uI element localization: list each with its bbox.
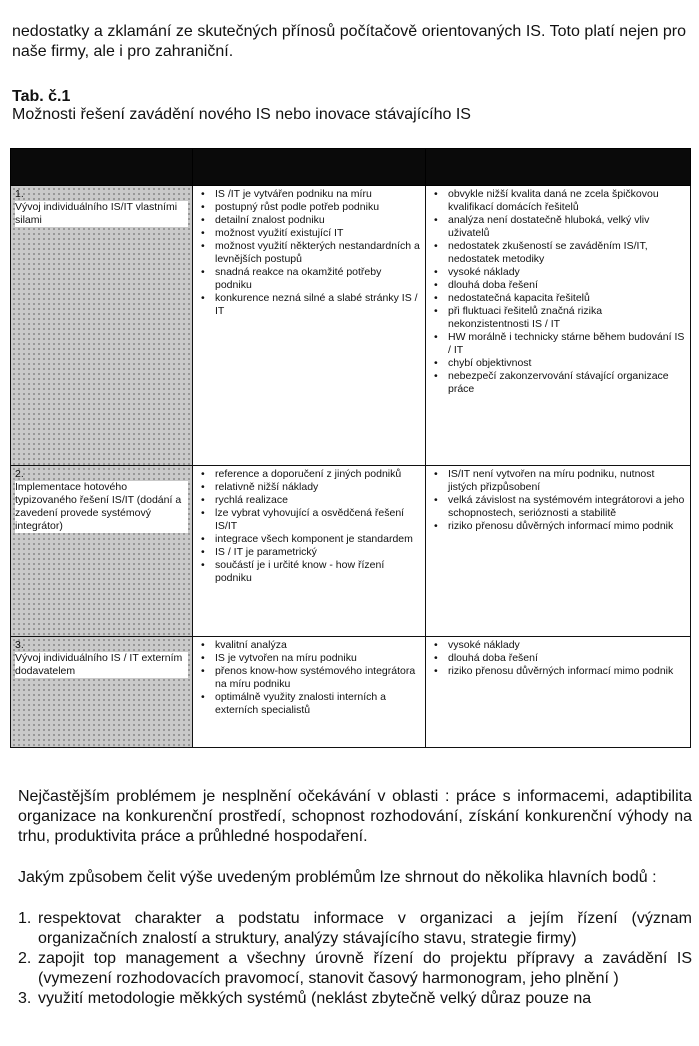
list-item: • při fluktuaci řešitelů značná rizika nekonzistentnosti IS / IT: [448, 305, 686, 331]
table-row: [11, 186, 691, 466]
list-item: • součástí je i určité know - how řízení podniku: [215, 559, 421, 585]
body-paragraph: Jakým způsobem čelit výše uvedeným problémům lze shrnout do několika hlavních bodů :: [18, 869, 657, 886]
list-item: • velká závislost na systémovém integrátorovi a jeho schopnostech, serióznosti a stabilitě: [448, 494, 686, 520]
numbered-list: [18, 909, 692, 1009]
list-item: • rychlá realizace: [215, 494, 421, 507]
list-item: • reference a doporučení z jiných podniků: [215, 468, 421, 481]
option-label: Vývoj individuálního IS/IT vlastními silami: [15, 201, 188, 227]
list-item: • IS / IT je parametrický: [215, 546, 421, 559]
pros-cell: [193, 466, 426, 637]
list-item: • konkurence nezná silné a slabé stránky IS / IT: [215, 292, 421, 318]
list-item: • dlouhá doba řešení: [448, 652, 686, 665]
list-number: 2.: [18, 950, 32, 967]
list-item: • detailní znalost podniku: [215, 214, 421, 227]
list-item: • možnost využití některých nestandardních a levnějších postupů: [215, 240, 421, 266]
list-item: • optimálně využity znalosti interních a externích specialistů: [215, 691, 421, 717]
list-item: • nedostatečná kapacita řešitelů: [448, 292, 686, 305]
option-number: 1.: [15, 188, 24, 200]
list-text: zapojit top management a všechny úrovně řízení do projektu přípravy a zavádění IS (vymezení rozhodovacích pravomocí, stanovit časový harmonogram, jeho plnění ): [38, 950, 692, 987]
list-item: • kvalitní analýza: [215, 639, 421, 652]
list-item: [18, 989, 692, 1009]
table-number: Tab. č.1: [12, 88, 71, 105]
list-item: • postupný růst podle potřeb podniku: [215, 201, 421, 214]
list-text: využití metodologie měkkých systémů (neklást zbytečně velký důraz pouze na: [38, 990, 592, 1007]
list-item: • nebezpečí zakonzervování stávající organizace práce: [448, 370, 686, 396]
list-item: • obvykle nižší kvalita daná ne zcela špičkovou kvalifikací domácích řešitelů: [448, 188, 686, 214]
list-item: • analýza není dostatečně hluboká, velký vliv uživatelů: [448, 214, 686, 240]
list-number: 1.: [18, 910, 32, 927]
table-caption: Možnosti řešení zavádění nového IS nebo inovace stávajícího IS: [12, 106, 471, 123]
pros-cell: [193, 637, 426, 748]
list-item: • HW morálně i technicky stárne během budování IS / IT: [448, 331, 686, 357]
cons-cell: [426, 637, 691, 748]
list-item: • relativně nižší náklady: [215, 481, 421, 494]
option-label: Implementace hotového typizovaného řešení IS/IT (dodání a zavedení provede systémový integrátor): [15, 481, 188, 533]
list-item: • vysoké náklady: [448, 639, 686, 652]
option-number: 2.: [15, 468, 24, 480]
list-item: • riziko přenosu důvěrných informací mimo podnik: [448, 520, 686, 533]
body-paragraph: Nejčastějším problémem je nesplnění očekávání v oblasti : práce s informacemi, adaptibilita organizace na konkurenční prostředí, schopnost rozhodování, získání konkurenční výhody na trhu, produktivita práce a průhledné hospodaření.: [18, 788, 692, 845]
list-item: • možnost využití existující IT: [215, 227, 421, 240]
list-item: [18, 949, 692, 989]
list-item: • dlouhá doba řešení: [448, 279, 686, 292]
pros-cell: [193, 186, 426, 466]
list-item: • integrace všech komponent je standardem: [215, 533, 421, 546]
list-item: [18, 909, 692, 949]
list-item: • nedostatek zkušeností se zaváděním IS/IT, nedostatek metodiky: [448, 240, 686, 266]
list-item: • riziko přenosu důvěrných informací mimo podnik: [448, 665, 686, 678]
list-text: respektovat charakter a podstatu informace v organizaci a jejím řízení (význam organizačních znalostí a struktury, analýzy stávajícího stavu, strategie firmy): [38, 910, 692, 947]
header-cell-3: [426, 149, 691, 186]
option-cell: [11, 466, 193, 637]
option-cell: [11, 186, 193, 466]
cons-cell: [426, 186, 691, 466]
option-label: Vývoj individuálního IS / IT externím dodavatelem: [15, 652, 188, 678]
list-number: 3.: [18, 990, 32, 1007]
header-cell-2: [193, 149, 426, 186]
list-item: • IS je vytvořen na míru podniku: [215, 652, 421, 665]
list-item: • snadná reakce na okamžité potřeby podniku: [215, 266, 421, 292]
header-cell-1: [11, 149, 193, 186]
table-header-row: [11, 149, 691, 186]
list-item: • přenos know-how systémového integrátora na míru podniku: [215, 665, 421, 691]
cons-cell: [426, 466, 691, 637]
table-row: [11, 466, 691, 637]
list-item: • IS/IT není vytvořen na míru podniku, nutnost jistých přizpůsobení: [448, 468, 686, 494]
table-row: [11, 637, 691, 748]
list-item: • IS /IT je vytvářen podniku na míru: [215, 188, 421, 201]
options-table: [10, 148, 691, 748]
list-item: • vysoké náklady: [448, 266, 686, 279]
list-item: • lze vybrat vyhovující a osvědčená řešení IS/IT: [215, 507, 421, 533]
intro-paragraph: nedostatky a zklamání ze skutečných přínosů počítačově orientovaných IS. Toto platí nejen pro naše firmy, ale i pro zahraniční.: [12, 23, 686, 60]
option-number: 3.: [15, 639, 24, 651]
list-item: • chybí objektivnost: [448, 357, 686, 370]
option-cell: [11, 637, 193, 748]
